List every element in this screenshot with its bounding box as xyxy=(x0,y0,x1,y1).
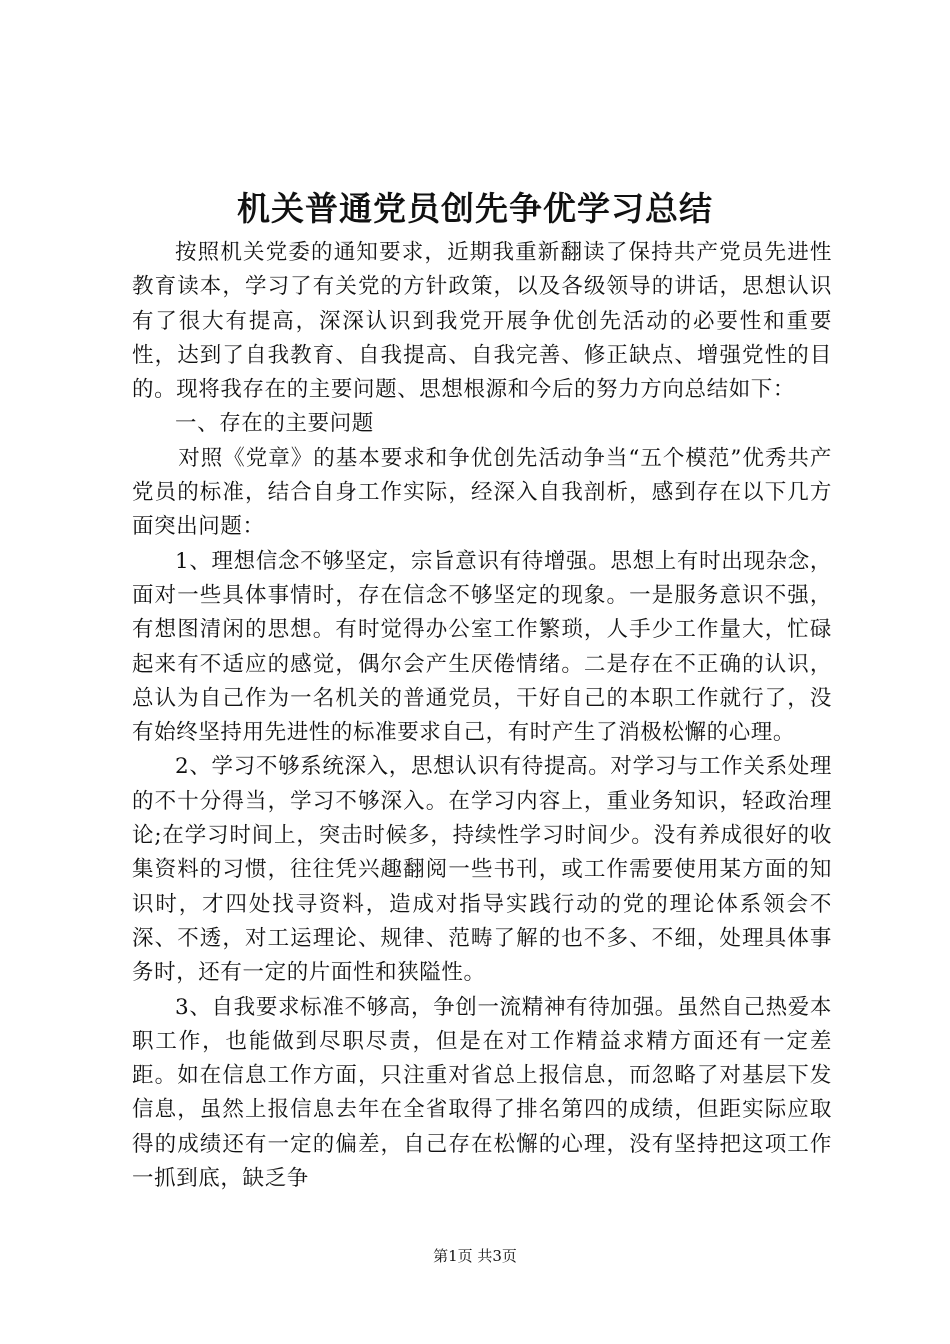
problem-paragraph-2: 2、学习不够系统深入，思想认识有待提高。对学习与工作关系处理的不十分得当，学习不够深入。在学习内容上，重业务知识，轻政治理论;在学习时间上，突击时候多，持续性学习时间少。没有养成很好的收集资料的习惯，往往凭兴趣翻阅一些书刊，或工作需要使用某方面的知识时，才四处找寻资料，造成对指导实践行动的党的理论体系领会不深、不透，对工运理论、规律、范畴了解的也不多、不细，处理具体事务时，还有一定的片面性和狭隘性。 xyxy=(132,754,832,986)
page-footer: 第1页 共3页 xyxy=(433,1247,517,1265)
problem-paragraph-1: 1、理想信念不够坚定，宗旨意识有待增强。思想上有时出现杂念，面对一些具体事情时，存在信念不够坚定的现象。一是服务意识不强，有想图清闲的思想。有时觉得办公室工作繁琐，人手少工作量大，忙碌起来有不适应的感觉，偶尔会产生厌倦情绪。二是存在不正确的认识，总认为自己作为一名机关的普通党员，干好自己的本职工作就行了，没有始终坚持用先进性的标准要求自己，有时产生了消极松懈的心理。 xyxy=(132,548,832,746)
section-intro-paragraph: 对照《党章》的基本要求和争优创先活动争当“五个模范”优秀共产党员的标准，结合自身工作实际，经深入自我剖析，感到存在以下几方面突出问题： xyxy=(132,445,832,540)
document-body xyxy=(132,236,832,1196)
section-heading: 一、存在的主要问题 xyxy=(175,411,374,437)
intro-paragraph: 按照机关党委的通知要求，近期我重新翻读了保持共产党员先进性教育读本，学习了有关党的方针政策，以及各级领导的讲话，思想认识有了很大有提高，深深认识到我党开展争优创先活动的必要性和重要性，达到了自我教育、自我提高、自我完善、修正缺点、增强党性的目的。现将我存在的主要问题、思想根源和今后的努力方向总结如下： xyxy=(132,240,832,403)
document-title: 机关普通党员创先争优学习总结 xyxy=(237,189,713,228)
problem-paragraph-3: 3、自我要求标准不够高，争创一流精神有待加强。虽然自己热爱本职工作，也能做到尽职尽责，但是在对工作精益求精方面还有一定差距。如在信息工作方面，只注重对省总上报信息，而忽略了对基层下发信息，虽然上报信息去年在全省取得了排名第四的成绩，但距实际应取得的成绩还有一定的偏差，自己存在松懈的心理，没有坚持把这项工作一抓到底，缺乏争 xyxy=(132,994,832,1192)
